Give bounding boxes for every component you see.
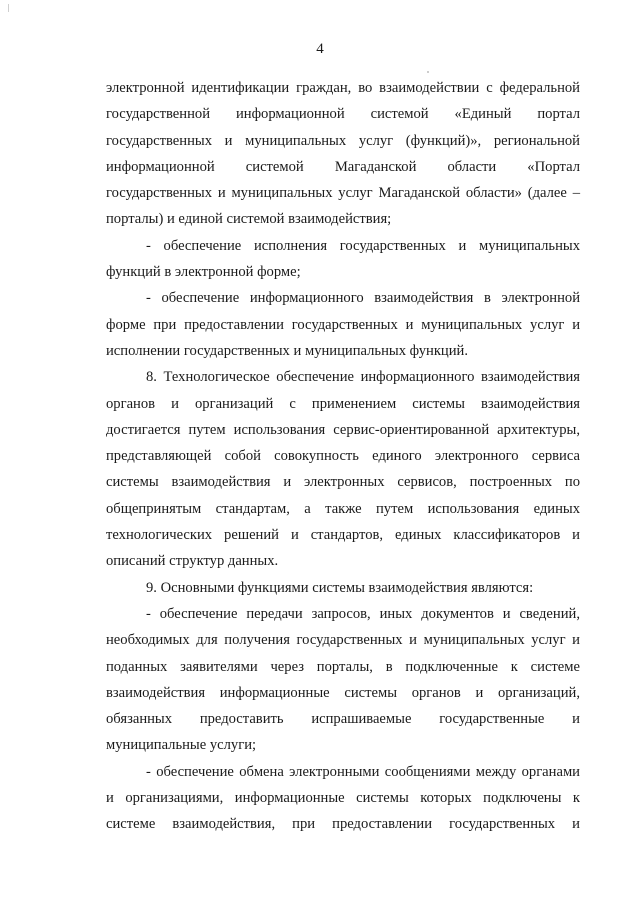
text-line: описаний структур данных. [106, 553, 279, 570]
text-line: государственной информационной системой «Единый портал [106, 106, 580, 123]
paragraph [106, 759, 580, 838]
text-line: представляющей собой совокупность единого электронного сервиса [106, 448, 580, 465]
text-line: - обеспечение обмена электронными сообщениями между органами [146, 763, 580, 780]
text-line: 8. Технологическое обеспечение информационного взаимодействия [146, 369, 580, 386]
paragraph [106, 601, 580, 759]
paragraph [106, 75, 580, 233]
text-line: взаимодействия информационные системы органов и организаций, [106, 684, 580, 701]
text-line: общепринятым стандартам, а также путем использования единых [106, 500, 580, 517]
page-number: 4 [316, 41, 324, 57]
text-line: органов и организаций с применением системы взаимодействия [106, 395, 580, 412]
paragraph [106, 233, 580, 286]
text-line: необходимых для получения государственных и муниципальных услуг и [106, 632, 580, 649]
text-line: технологических решений и стандартов, единых классификаторов и [106, 527, 580, 544]
text-line: достигается путем использования сервис-ориентированной архитектуры, [106, 421, 580, 438]
text-line: - обеспечение информационного взаимодействия в электронной [146, 290, 580, 307]
text-line: государственных и муниципальных услуг (функций)», региональной [106, 132, 580, 149]
text-line: - обеспечение передачи запросов, иных документов и сведений, [146, 605, 580, 622]
paragraph [106, 285, 580, 364]
document-body [106, 75, 580, 838]
text-line: функций в электронной форме; [106, 264, 301, 281]
text-line: системе взаимодействия, при предоставлении государственных и [106, 816, 580, 833]
text-line: порталы) и единой системой взаимодействия; [106, 211, 392, 228]
text-line: информационной системой Магаданской области «Портал [106, 158, 580, 175]
text-line: электронной идентификации граждан, во взаимодействии с федеральной [106, 80, 580, 96]
text-line: исполнении государственных и муниципальных функций. [106, 342, 469, 359]
text-line: 9. Основными функциями системы взаимодействия являются: [146, 579, 534, 596]
text-line: - обеспечение исполнения государственных и муниципальных [146, 237, 580, 254]
text-line: системы взаимодействия и электронных сервисов, построенных по [106, 474, 580, 491]
paragraph [106, 575, 580, 601]
paragraph [106, 364, 580, 574]
text-line: поданных заявителями через порталы, в подключенные к системе [106, 658, 580, 675]
text-line: муниципальные услуги; [106, 737, 257, 754]
scan-speck [427, 71, 429, 73]
text-line: и организациями, информационные системы которых подключены к [106, 790, 580, 807]
scan-artifact [8, 4, 9, 12]
text-line: обязанных предоставить испрашиваемые государственные и [106, 711, 580, 728]
text-line: форме при предоставлении государственных и муниципальных услуг и [106, 316, 580, 333]
text-line: государственных и муниципальных услуг Магаданской области» (далее – [106, 185, 580, 202]
